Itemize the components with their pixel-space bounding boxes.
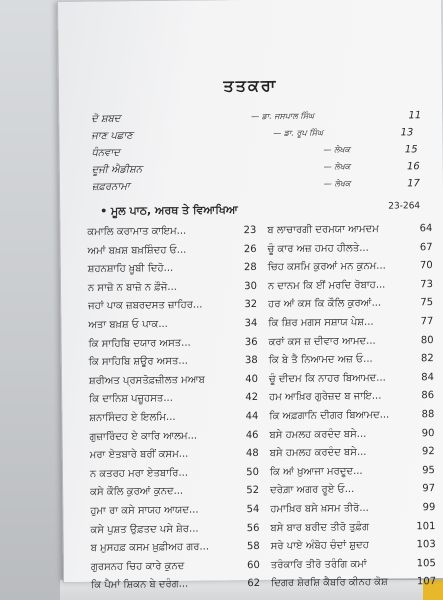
toc-entry-title: ਗੁਜ਼ਾਰਿੰਦਹ ਏ ਕਾਰਿ ਆਲਮ... xyxy=(89,430,198,443)
toc-entry-title: ਦਿਗਰ ਸ਼ੋਰਸ਼ਿ ਕੈਬਰਿ ਕੀਨਹ ਕੋਸ਼ xyxy=(271,576,388,590)
toc-entry-page: 23 xyxy=(243,224,257,237)
toc-entry-title: ਜਹਾਂ ਪਾਕ ਜ਼ਬਰਦਸਤ ਜ਼ਾਹਿਰ... xyxy=(88,299,203,313)
toc-entry-page: 44 xyxy=(245,410,259,423)
front-matter-label: ਜਾਣ ਪਛਾਣ xyxy=(91,130,133,142)
toc-entry xyxy=(89,448,259,468)
toc-entry-title: ਚਿਹ ਕਸਮਿ ਕੁਰਆਂ ਮਨ ਕੁਨਮ... xyxy=(267,260,386,274)
toc-entry xyxy=(91,578,261,598)
toc-entry-title: ਕਿ ਬੇ ਤੈ ਨਿਆਮਦ ਅਜ਼ ਓ... xyxy=(268,353,373,366)
toc-entry xyxy=(87,243,257,264)
toc-entry-page: 77 xyxy=(420,316,434,328)
toc-entry-title: ਕਸੇ ਕੌਲਿ ਕੁਰਆਂ ਕੁਨਦ... xyxy=(90,486,184,499)
toc-entry-title: ਕਿ ਸ਼ਿਰ ਮਗਸ ਸਸ਼ਾਯ ਪੇਸ਼... xyxy=(268,316,374,329)
toc-entry-page: 95 xyxy=(422,464,435,476)
toc-entry-page: 64 xyxy=(419,223,433,235)
front-matter-author: — ਲੇਖਕ xyxy=(323,161,351,172)
toc-entry-page: 107 xyxy=(416,576,437,588)
toc-entry xyxy=(269,428,434,448)
toc-entry xyxy=(268,242,433,262)
toc-entry xyxy=(90,522,260,542)
front-matter-author: — ਡਾ. ਰੂਪ ਸਿੰਘ xyxy=(273,128,324,138)
toc-entry xyxy=(89,429,259,450)
toc-entry xyxy=(87,280,258,301)
toc-entry-title: ਸ਼ਨਾਸਿੰਦਹ ਏ ਇਲਮਿ... xyxy=(89,411,176,424)
page-title: ਤਤਕਰਾ xyxy=(223,75,278,96)
toc-entry xyxy=(270,465,435,485)
toc-entry-page: 86 xyxy=(421,390,435,402)
toc-entry-title: ਬਸੇ ਹਮਲਹ ਕਰਦੰਦ ਬਸੇ... xyxy=(269,446,367,459)
toc-entry xyxy=(88,336,258,357)
toc-entry xyxy=(271,576,436,596)
page-content xyxy=(58,0,443,591)
toc-entry-title: ਹੁਮਾ ਰਾ ਕਸੇ ਸਾਯਹ ਆਯਦ... xyxy=(90,504,199,517)
section-heading xyxy=(100,201,421,218)
toc-entry xyxy=(268,260,433,280)
toc-entry-title: ਤਰੰਕਾਰਿ ਤੀਰੋ ਤਰੰਗਿ ਕਮਾਂ xyxy=(270,558,367,571)
toc-entry-title: ਬਸੇ ਬਾਰ ਬਰੀਦ ਤੀਰੋ ਤੁਫ਼ੰਗ xyxy=(270,521,370,534)
toc-entry-title: ਨ ਕਤਰਹ ਮਰਾ ਏਤਬਾਰਿ... xyxy=(89,467,189,480)
toc-entry xyxy=(271,558,436,578)
toc-entry-page: 42 xyxy=(245,392,259,404)
toc-entry-title: ਮਰਾ ਏਤਬਾਰੇ ਬਰੀਂ ਕਸਮ... xyxy=(89,448,189,461)
toc-entry-title: ਨ ਦਾਨਮ ਕਿ ਈਂ ਮਰਦਿ ਰੋਬਾਹ... xyxy=(267,279,386,292)
book-page xyxy=(57,0,443,591)
toc-entry-page: 101 xyxy=(416,520,436,532)
toc-entry xyxy=(270,483,435,503)
toc-entry-title: ਬ ਲਾਚਾਰਗੀ ਦਰਮਯਾ ਆਮਦਮ xyxy=(267,223,379,236)
toc-entry-title: ਬ ਮੁਸਹਫ਼ ਕਸਮ ਖ਼ੁਫ਼ੀਅਹ ਗਰ... xyxy=(90,541,210,554)
toc-entry-title: ਨ ਸਾਜ਼ੋ ਨ ਬਾਜ਼ੋ ਨ ਫ਼ੌਜੋ... xyxy=(87,281,177,294)
front-matter-page: 13 xyxy=(400,127,414,139)
front-matter-page: 15 xyxy=(404,144,418,156)
toc-entry-title: ਹਰ ਆਂ ਕਸ ਕਿ ਕੌਲਿ ਕੁਰਆਂ... xyxy=(268,298,382,311)
toc-entry-page: 54 xyxy=(246,503,260,515)
toc-entry xyxy=(88,355,258,375)
toc-entry-page: 28 xyxy=(243,262,257,274)
toc-entry-page: 103 xyxy=(416,539,436,551)
toc-left-column xyxy=(87,224,261,599)
toc-entry xyxy=(88,299,258,319)
front-matter-page: 16 xyxy=(406,161,420,173)
section-page-range: 23-264 xyxy=(388,201,421,212)
front-matter-author: — ਲੇਖਕ xyxy=(323,178,351,189)
toc-entry xyxy=(90,503,260,524)
toc-entry-page: 70 xyxy=(419,260,433,272)
toc-table xyxy=(87,223,437,591)
toc-entry-title: ਸ਼ਰੀਅਤ ਪ੍ਰਸਤੋਫ਼ਜ਼ੀਲਤ ਮਆਬ xyxy=(88,374,205,387)
toc-entry xyxy=(269,372,434,392)
toc-entry-page: 88 xyxy=(421,409,435,421)
toc-entry-title: ਹਮ ਆਖ਼ਿਰ ਗੁਰੇਜ਼ਦ ਬ ਜਾਇ... xyxy=(269,390,382,404)
toc-entry xyxy=(87,224,257,245)
toc-entry xyxy=(89,392,259,412)
toc-entry xyxy=(90,541,260,561)
toc-entry-title: ਦਰੇਗ਼ਾ ਅਗਰ ਰੂਏ ਓ... xyxy=(270,484,355,497)
toc-entry-title: ਕਰਾਂ ਕਸ ਜ਼ ਦੀਵਾਰ ਆਮਦ... xyxy=(268,335,376,348)
front-matter-author: — ਲੇਖਕ xyxy=(323,144,351,155)
front-matter-label: ਦੂਜੀ ਐਡੀਸ਼ਨ xyxy=(91,164,143,176)
front-matter-page: 17 xyxy=(407,178,420,190)
toc-entry xyxy=(271,539,436,559)
toc-entry-title: ਹਮਾਖ਼ਿਰ ਬਸੇ ਖ਼ਸਮ ਤੀਰੋ... xyxy=(270,502,369,515)
toc-entry xyxy=(268,316,433,336)
toc-entry-page: 48 xyxy=(245,448,259,460)
toc-entry-title: ਕਮਾਲਿ ਕਰਾਮਾਤ ਕਾਇਮ... xyxy=(87,225,187,238)
toc-entry-title: ਕਿ ਪੈਮਾਂ ਸ਼ਿਕਨ ਬੇ ਦਰੰਗ... xyxy=(91,578,189,591)
toc-entry-page: 26 xyxy=(243,243,257,255)
toc-entry-page: 56 xyxy=(246,522,260,534)
toc-entry xyxy=(270,521,435,541)
toc-entry-page: 36 xyxy=(244,336,258,348)
toc-entry-title: ਚੂੰ ਕਾਰ ਅਜ਼ ਹਮਹ ਹੀਲਤੇ... xyxy=(267,242,369,255)
toc-entry-title: ਅਮਾਂ ਬਖ਼ਸ਼ ਬਖ਼ਸ਼ਿੰਦਹ ਓ... xyxy=(87,244,187,257)
front-matter-item xyxy=(92,178,422,198)
toc-entry-page: 92 xyxy=(421,446,435,458)
toc-entry xyxy=(267,223,432,243)
front-matter-label: ਜ਼ਫ਼ਰਨਾਮਾ xyxy=(91,181,130,193)
toc-entry-page: 80 xyxy=(420,334,434,346)
toc-entry-page: 40 xyxy=(245,373,258,385)
toc-entry-page: 38 xyxy=(244,355,258,367)
toc-entry-page: 50 xyxy=(246,466,259,478)
front-matter-list xyxy=(91,110,422,198)
toc-entry-title: ਬਸੇ ਹਮਲਹ ਕਰਦੰਦ ਬਸੇ... xyxy=(269,428,367,441)
toc-entry-page: 46 xyxy=(245,429,259,441)
front-matter-page: 11 xyxy=(408,110,422,122)
toc-entry-page: 32 xyxy=(244,299,258,311)
toc-entry-page: 60 xyxy=(247,559,260,571)
toc-entry-title: ਕਿ ਆਂ ਖ਼ੁਆਜਾ ਮਰਦੂਦ... xyxy=(269,465,363,478)
toc-entry xyxy=(268,279,433,299)
toc-entry xyxy=(268,335,433,355)
toc-entry-page: 30 xyxy=(244,280,258,292)
toc-entry-page: 62 xyxy=(247,578,261,590)
toc-entry-page: 90 xyxy=(421,427,435,439)
toc-entry-page: 58 xyxy=(246,541,260,553)
toc-entry xyxy=(268,297,433,317)
toc-entry-title: ਕਿ ਅਫ਼ਗਾਨਿ ਦੀਗਰ ਬਿਆਮਦ... xyxy=(269,409,390,422)
toc-entry-title: ਸਰੇ ਪਾਏ ਅੰਬੋਹ ਚੰਦਾਂ ਸ਼ੁਦਹ xyxy=(270,539,369,552)
toc-entry xyxy=(90,559,260,580)
toc-entry xyxy=(269,390,434,410)
toc-entry-page: 67 xyxy=(419,241,433,253)
toc-entry xyxy=(89,410,259,431)
toc-entry xyxy=(270,446,435,466)
toc-entry-page: 75 xyxy=(420,297,434,309)
toc-entry-title: ਚੂੰ ਦੀਦਮ ਕਿ ਨਾਹਰ ਬਿਆਮਦ... xyxy=(268,372,386,385)
toc-entry-page: 97 xyxy=(422,483,436,495)
toc-entry-page: 34 xyxy=(244,317,258,330)
toc-entry-title: ਸ਼ਹਨਸ਼ਾਹਿ ਖ਼ੂਬੀ ਦਿਹੋ... xyxy=(87,263,174,275)
toc-entry xyxy=(270,502,435,522)
toc-entry-page: 52 xyxy=(246,485,260,497)
toc-entry-title: ਗੁਰਸਨਹ ਚਿਹ ਕਾਰੇ ਕੁਨਦ xyxy=(90,560,185,573)
toc-entry-page: 82 xyxy=(420,353,434,365)
toc-entry xyxy=(89,466,259,487)
toc-entry xyxy=(269,409,434,429)
toc-entry-title: ਕਿ ਦਾਨਿਸ਼ ਪਜ਼ੂਹਸਤ... xyxy=(89,393,173,406)
toc-entry-page: 99 xyxy=(422,501,436,514)
toc-entry-title: ਅਤਾ ਬਖ਼ਸ਼ ਓ ਪਾਕ... xyxy=(88,318,168,331)
toc-right-column xyxy=(267,223,436,597)
toc-entry-title: ਕਿ ਸਾਹਿਬਿ ਦਯਾਰ ਅਸਤ... xyxy=(88,337,191,350)
toc-entry-title: ਕਿ ਸਾਹਿਬਿ ਸ਼ਊਰ ਅਸਤ... xyxy=(88,355,189,368)
toc-entry xyxy=(88,317,258,338)
section-title: • ਮੂਲ ਪਾਠ, ਅਰਥ ਤੇ ਵਿਆਖਿਆ xyxy=(100,203,238,218)
front-matter-author: — ਡਾ. ਜਸਪਾਲ ਸਿੰਘ xyxy=(251,111,315,121)
toc-entry-title: ਕਸੇ ਪੁਸ਼ਤ ਉਫ਼ਤਦ ਪਸੇ ਸ਼ੇਰ... xyxy=(90,523,199,536)
toc-entry xyxy=(87,262,257,282)
front-matter-label: ਦੋ ਸ਼ਬਦ xyxy=(91,113,121,125)
toc-entry xyxy=(269,353,434,373)
toc-entry-page: 105 xyxy=(416,557,436,569)
front-matter-label: ਧੰਨਵਾਦ xyxy=(91,147,120,159)
toc-entry xyxy=(88,373,258,394)
toc-entry-page: 84 xyxy=(421,371,434,383)
toc-entry xyxy=(90,485,260,505)
toc-entry-page: 73 xyxy=(420,278,434,291)
